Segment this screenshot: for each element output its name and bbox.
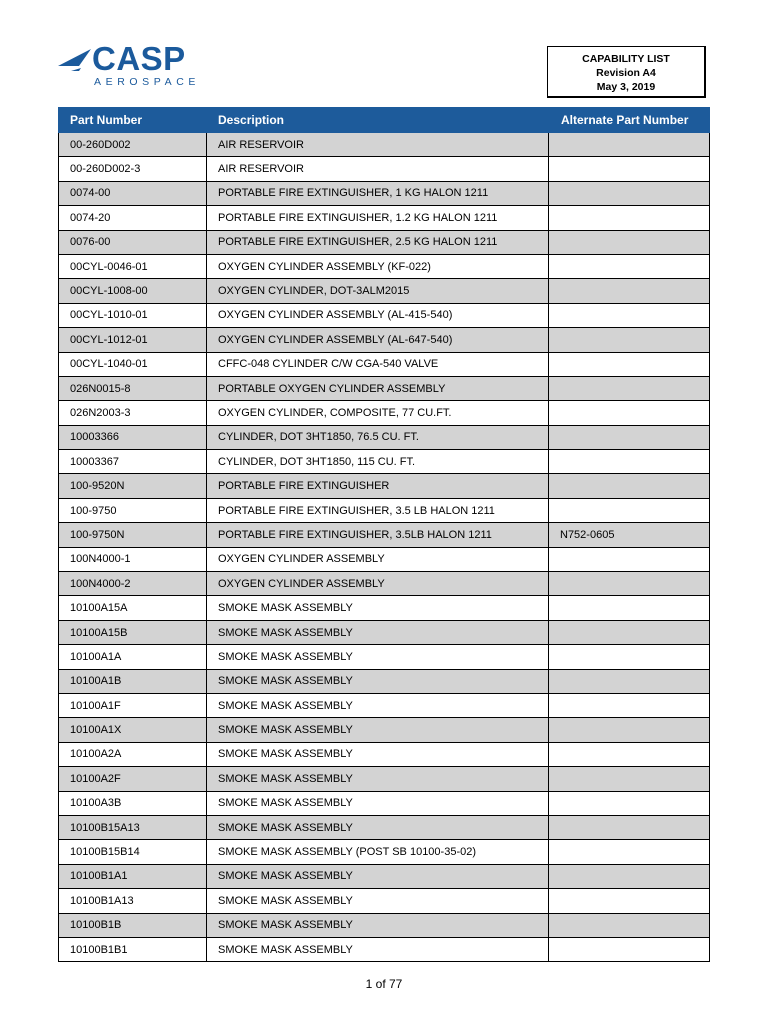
part-number-cell: 00CYL-1040-01 <box>59 352 207 376</box>
table-row <box>59 474 710 498</box>
alternate-part-number-cell <box>549 133 710 157</box>
alternate-part-number-cell <box>549 230 710 254</box>
part-number-cell: 100N4000-2 <box>59 572 207 596</box>
description-cell: SMOKE MASK ASSEMBLY <box>207 767 549 791</box>
description-cell: SMOKE MASK ASSEMBLY <box>207 815 549 839</box>
column-header-description: Description <box>207 108 549 133</box>
alternate-part-number-cell <box>549 279 710 303</box>
description-cell: SMOKE MASK ASSEMBLY <box>207 669 549 693</box>
part-number-cell: 10100A2F <box>59 767 207 791</box>
description-cell: SMOKE MASK ASSEMBLY <box>207 937 549 961</box>
part-number-cell: 100-9750 <box>59 498 207 522</box>
description-cell: SMOKE MASK ASSEMBLY <box>207 913 549 937</box>
alternate-part-number-cell <box>549 157 710 181</box>
table-row <box>59 693 710 717</box>
description-cell: AIR RESERVOIR <box>207 157 549 181</box>
part-number-cell: 0076-00 <box>59 230 207 254</box>
logo-subtitle: AEROSPACE <box>94 76 200 88</box>
alternate-part-number-cell <box>549 572 710 596</box>
revision-date: May 3, 2019 <box>596 81 656 93</box>
table-row <box>59 206 710 230</box>
part-number-cell: 10100B1A1 <box>59 864 207 888</box>
document-info-box <box>547 46 706 98</box>
alternate-part-number-cell <box>549 498 710 522</box>
description-cell: SMOKE MASK ASSEMBLY <box>207 718 549 742</box>
alternate-part-number-cell <box>549 206 710 230</box>
alternate-part-number-cell <box>549 913 710 937</box>
table-row <box>59 596 710 620</box>
table-row <box>59 376 710 400</box>
part-number-cell: 10100A1B <box>59 669 207 693</box>
part-number-cell: 00CYL-1010-01 <box>59 303 207 327</box>
description-cell: SMOKE MASK ASSEMBLY <box>207 596 549 620</box>
part-number-cell: 00-260D002-3 <box>59 157 207 181</box>
table-row <box>59 157 710 181</box>
table-row <box>59 181 710 205</box>
alternate-part-number-cell <box>549 937 710 961</box>
description-cell: CYLINDER, DOT 3HT1850, 76.5 CU. FT. <box>207 425 549 449</box>
part-number-cell: 0074-20 <box>59 206 207 230</box>
part-number-cell: 10003367 <box>59 450 207 474</box>
table-row <box>59 840 710 864</box>
part-number-cell: 00CYL-0046-01 <box>59 254 207 278</box>
part-number-cell: 100-9520N <box>59 474 207 498</box>
part-number-cell: 00CYL-1012-01 <box>59 328 207 352</box>
description-cell: PORTABLE FIRE EXTINGUISHER, 1 KG HALON 1211 <box>207 181 549 205</box>
description-cell: OXYGEN CYLINDER, DOT-3ALM2015 <box>207 279 549 303</box>
description-cell: PORTABLE FIRE EXTINGUISHER, 1.2 KG HALON 1211 <box>207 206 549 230</box>
table-row <box>59 669 710 693</box>
description-cell: PORTABLE FIRE EXTINGUISHER, 3.5 LB HALON 1211 <box>207 498 549 522</box>
alternate-part-number-cell <box>549 401 710 425</box>
table-row <box>59 230 710 254</box>
description-cell: SMOKE MASK ASSEMBLY <box>207 620 549 644</box>
part-number-cell: 10100B1B1 <box>59 937 207 961</box>
table-row <box>59 279 710 303</box>
table-row <box>59 913 710 937</box>
part-number-cell: 10100A1A <box>59 645 207 669</box>
document-title: CAPABILITY LIST <box>582 53 670 65</box>
description-cell: PORTABLE FIRE EXTINGUISHER <box>207 474 549 498</box>
table-row <box>59 547 710 571</box>
alternate-part-number-cell <box>549 620 710 644</box>
description-cell: SMOKE MASK ASSEMBLY <box>207 864 549 888</box>
part-number-cell: 10100B15B14 <box>59 840 207 864</box>
part-number-cell: 026N0015-8 <box>59 376 207 400</box>
table-row <box>59 450 710 474</box>
revision-label: Revision A4 <box>596 67 656 79</box>
alternate-part-number-cell <box>549 889 710 913</box>
table-row <box>59 815 710 839</box>
description-cell: OXYGEN CYLINDER, COMPOSITE, 77 CU.FT. <box>207 401 549 425</box>
table-header-row <box>59 108 710 133</box>
alternate-part-number-cell <box>549 376 710 400</box>
alternate-part-number-cell <box>549 254 710 278</box>
table-row <box>59 401 710 425</box>
part-number-cell: 00-260D002 <box>59 133 207 157</box>
part-number-cell: 10003366 <box>59 425 207 449</box>
description-cell: OXYGEN CYLINDER ASSEMBLY (KF-022) <box>207 254 549 278</box>
part-number-cell: 100N4000-1 <box>59 547 207 571</box>
part-number-cell: 10100B1B <box>59 913 207 937</box>
part-number-cell: 00CYL-1008-00 <box>59 279 207 303</box>
capability-table <box>58 107 710 962</box>
table-row <box>59 352 710 376</box>
alternate-part-number-cell <box>549 474 710 498</box>
description-cell: PORTABLE OXYGEN CYLINDER ASSEMBLY <box>207 376 549 400</box>
alternate-part-number-cell <box>549 328 710 352</box>
table-row <box>59 718 710 742</box>
alternate-part-number-cell <box>549 669 710 693</box>
part-number-cell: 10100A3B <box>59 791 207 815</box>
part-number-cell: 10100A2A <box>59 742 207 766</box>
table-row <box>59 328 710 352</box>
alternate-part-number-cell <box>549 840 710 864</box>
description-cell: OXYGEN CYLINDER ASSEMBLY (AL-415-540) <box>207 303 549 327</box>
alternate-part-number-cell <box>549 596 710 620</box>
page-number: 1 of 77 <box>365 977 403 991</box>
part-number-cell: 10100B1A13 <box>59 889 207 913</box>
description-cell: PORTABLE FIRE EXTINGUISHER, 2.5 KG HALON 1211 <box>207 230 549 254</box>
table-row <box>59 742 710 766</box>
part-number-cell: 0074-00 <box>59 181 207 205</box>
description-cell: OXYGEN CYLINDER ASSEMBLY (AL-647-540) <box>207 328 549 352</box>
description-cell: SMOKE MASK ASSEMBLY <box>207 693 549 717</box>
part-number-cell: 026N2003-3 <box>59 401 207 425</box>
part-number-cell: 10100A1X <box>59 718 207 742</box>
part-number-cell: 100-9750N <box>59 523 207 547</box>
description-cell: PORTABLE FIRE EXTINGUISHER, 3.5LB HALON 1211 <box>207 523 549 547</box>
alternate-part-number-cell: N752-0605 <box>549 523 710 547</box>
alternate-part-number-cell <box>549 547 710 571</box>
alternate-part-number-cell <box>549 352 710 376</box>
part-number-cell: 10100A15B <box>59 620 207 644</box>
alternate-part-number-cell <box>549 181 710 205</box>
table-row <box>59 864 710 888</box>
table-row <box>59 791 710 815</box>
table-row <box>59 303 710 327</box>
description-cell: AIR RESERVOIR <box>207 133 549 157</box>
description-cell: SMOKE MASK ASSEMBLY <box>207 742 549 766</box>
alternate-part-number-cell <box>549 693 710 717</box>
alternate-part-number-cell <box>549 742 710 766</box>
alternate-part-number-cell <box>549 450 710 474</box>
table-row <box>59 425 710 449</box>
table-row <box>59 645 710 669</box>
table-row <box>59 620 710 644</box>
table-row <box>59 937 710 961</box>
description-cell: SMOKE MASK ASSEMBLY <box>207 791 549 815</box>
table-row <box>59 889 710 913</box>
part-number-cell: 10100A1F <box>59 693 207 717</box>
alternate-part-number-cell <box>549 645 710 669</box>
casp-aerospace-logo <box>58 40 208 94</box>
table-row <box>59 498 710 522</box>
description-cell: OXYGEN CYLINDER ASSEMBLY <box>207 572 549 596</box>
description-cell: OXYGEN CYLINDER ASSEMBLY <box>207 547 549 571</box>
table-body <box>59 133 710 962</box>
description-cell: SMOKE MASK ASSEMBLY <box>207 645 549 669</box>
description-cell: SMOKE MASK ASSEMBLY (POST SB 10100-35-02) <box>207 840 549 864</box>
part-number-cell: 10100A15A <box>59 596 207 620</box>
description-cell: SMOKE MASK ASSEMBLY <box>207 889 549 913</box>
alternate-part-number-cell <box>549 791 710 815</box>
alternate-part-number-cell <box>549 718 710 742</box>
column-header-part-number: Part Number <box>59 108 207 133</box>
description-cell: CYLINDER, DOT 3HT1850, 115 CU. FT. <box>207 450 549 474</box>
table-row <box>59 767 710 791</box>
description-cell: CFFC-048 CYLINDER C/W CGA-540 VALVE <box>207 352 549 376</box>
table-row <box>59 572 710 596</box>
table-row <box>59 133 710 157</box>
plane-wing-icon <box>58 49 92 73</box>
alternate-part-number-cell <box>549 425 710 449</box>
part-number-cell: 10100B15A13 <box>59 815 207 839</box>
table-row <box>59 523 710 547</box>
alternate-part-number-cell <box>549 815 710 839</box>
alternate-part-number-cell <box>549 864 710 888</box>
alternate-part-number-cell <box>549 303 710 327</box>
column-header-alternate-part-number: Alternate Part Number <box>549 108 710 133</box>
logo-wordmark: CASP <box>92 40 186 77</box>
alternate-part-number-cell <box>549 767 710 791</box>
table-row <box>59 254 710 278</box>
